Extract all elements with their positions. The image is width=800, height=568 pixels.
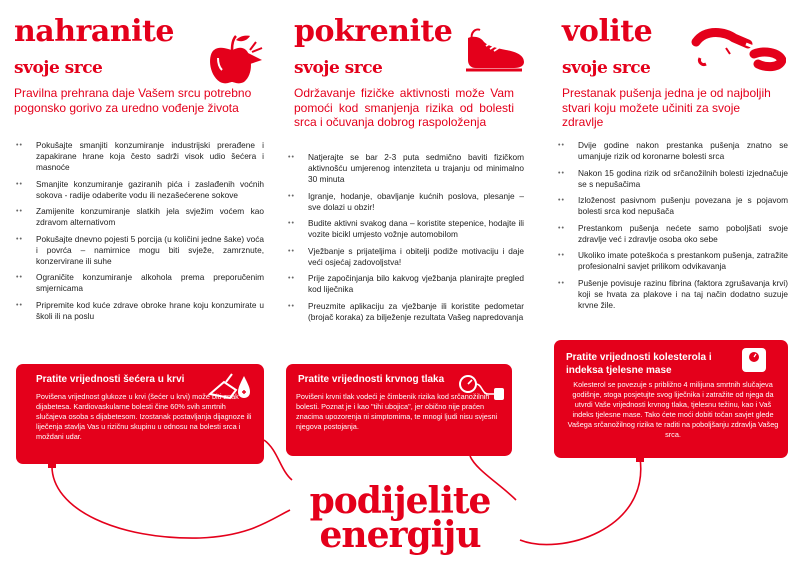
- slogan-line-2: energiju: [319, 514, 481, 556]
- box-title-cholesterol: Pratite vrijednosti kolesterola i indeksa tjelesne mase: [566, 352, 712, 376]
- fruit-vegetable-icon: [206, 30, 266, 86]
- list-item: •• Nakon 15 godina rizik od srčanožilnih bolesti izjednačuje se s nepušačima: [556, 168, 788, 190]
- list-item: •• Ukoliko imate poteškoća s prestankom pušenja, zatražite profesionalni savjet prilikom odvikavanja: [556, 250, 788, 272]
- list-item: •• Prestankom pušenja nećete samo poboljšati svoje zdravlje već i zdravlje osoba oko sebe: [556, 223, 788, 245]
- list-item: •• Izloženost pasivnom pušenju povezana je s pojavom bolesti srca kod nepušača: [556, 195, 788, 217]
- list-nourish: [14, 140, 264, 327]
- weighing-scale-icon: [740, 346, 768, 374]
- heading-nourish: nahranite: [14, 14, 174, 49]
- list-item: •• Smanjite konzumiranje gaziranih pića i zaslađenih voćnih sokova - radije odaberite vodu ili nezašećerene sokove: [14, 179, 264, 201]
- box-title-blood-pressure: Pratite vrijednosti krvnog tlaka: [298, 374, 445, 385]
- list-item: •• Zamijenite konzumiranje slatkih jela svježim voćem kao zdravom alternativom: [14, 206, 264, 228]
- box-text-cholesterol: Kolesterol se povezuje s približno 4 milijuna smrtnih slučajeva godišnje, stoga posjetujte svog liječnika i zatražite od njega da utvrdi Vaše vrijednosti krvnog tlaka, tjelesnu težinu, kao i Vaš indeks tjelesne mase. Tako ćete moći dobiti točan savjet glede Vašega srčanožilnog rizika te raditi na poboljšanju zdravlja Vašeg srca.: [567, 380, 779, 439]
- list-item: •• Natjerajte se bar 2-3 puta sedmično baviti fizičkom aktivnošću umjerenog intenziteta u trajanju od minimalno 30 minuta: [286, 152, 524, 185]
- running-shoe-icon: [462, 24, 528, 74]
- list-item: •• Pušenje povisuje razinu fibrina (faktora zgrušavanja krvi) koji se hvata za plakove i na taj način dodatno suzuje krvne žile.: [556, 278, 788, 311]
- list-item: •• Budite aktivni svakog dana – koristite stepenice, hodajte ili vozite bicikl umjesto vožnje automobilom: [286, 218, 524, 240]
- subheading-nourish: svoje srce: [14, 58, 103, 78]
- box-text-blood-pressure: Povišeni krvni tlak vodeći je čimbenik rizika kod srčanožilnih bolesti. Poznat je i kao "tihi ubojica", jer obično nije praćen znacima upozorenja ni simptomima, te mnogi ljudi nisu svjesni njegova postojanja.: [296, 392, 498, 431]
- list-love: [556, 140, 788, 316]
- heading-move: pokrenite: [294, 14, 453, 49]
- list-item: •• Ograničite konzumiranje alkohola prema preporučenim smjernicama: [14, 272, 264, 294]
- list-item: •• Vježbanje s prijateljima i obitelji podiže motivaciju i daje veći osjećaj zadovoljstva!: [286, 246, 524, 268]
- slogan-line-1: podijelite: [309, 480, 491, 522]
- broken-cigarette-icon: [686, 18, 786, 78]
- list-item: •• Pripremite kod kuće zdrave obroke hrane koju konzumirate u školi ili na poslu: [14, 300, 264, 322]
- info-box-cholesterol: [554, 340, 788, 458]
- info-box-blood-pressure: [286, 364, 512, 456]
- intro-move: Održavanje fizičke aktivnosti može Vam pomoći kod smanjenja rizika od bolesti srca i očuvanja dobrog raspoloženja: [294, 86, 514, 129]
- list-item: •• Pokušajte smanjiti konzumiranje industrijski prerađene i zapakirane hrane koja često sadrži visok udio šećera i masnoće: [14, 140, 264, 173]
- info-box-blood-sugar: [16, 364, 264, 464]
- box-title-blood-sugar: Pratite vrijednosti šećera u krvi: [36, 374, 185, 385]
- list-move: [286, 152, 524, 328]
- subheading-move: svoje srce: [294, 58, 383, 78]
- list-item: •• Igranje, hodanje, obavljanje kućnih poslova, plesanje – sve dolazi u obzir!: [286, 191, 524, 213]
- intro-love: Prestanak pušenja jedna je od najboljih stvari koju možete učiniti za svoje zdravlje: [562, 86, 771, 129]
- list-item: •• Preuzmite aplikaciju za vježbanje ili koristite pedometar (brojač koraka) za bilježenje rezultata Vašeg napredovanja: [286, 301, 524, 323]
- list-item: •• Prije započinjanja bilo kakvog vježbanja planirajte pregled kod liječnika: [286, 273, 524, 295]
- heading-love: volite: [562, 14, 653, 49]
- subheading-love: svoje srce: [562, 58, 651, 78]
- box-text-blood-sugar: Povišena vrijednost glukoze u krvi (šećer u krvi) može biti znak dijabetesa. Kardiovaskularne bolesti čine 60% svih smrtnih slučajeva osoba s dijabetesom. Izostanak postavljanja dijagnoze ili liječenja stavlja Vas u rizičnu skupinu u odnosu na bolesti srca i moždani udar.: [36, 392, 252, 441]
- intro-nourish: Pravilna prehrana daje Vašem srcu potrebno pogonsko gorivo za uredno vođenje života: [14, 86, 252, 115]
- list-item: •• Dvije godine nakon prestanka pušenja znatno se umanjuje rizik od koronarne bolesti srca: [556, 140, 788, 162]
- list-item: •• Pokušajte dnevno pojesti 5 porcija (u količini jedne šake) voća i povrća – namirnice mogu biti svježe, zamrznute, konzervirane ili suhe: [14, 234, 264, 267]
